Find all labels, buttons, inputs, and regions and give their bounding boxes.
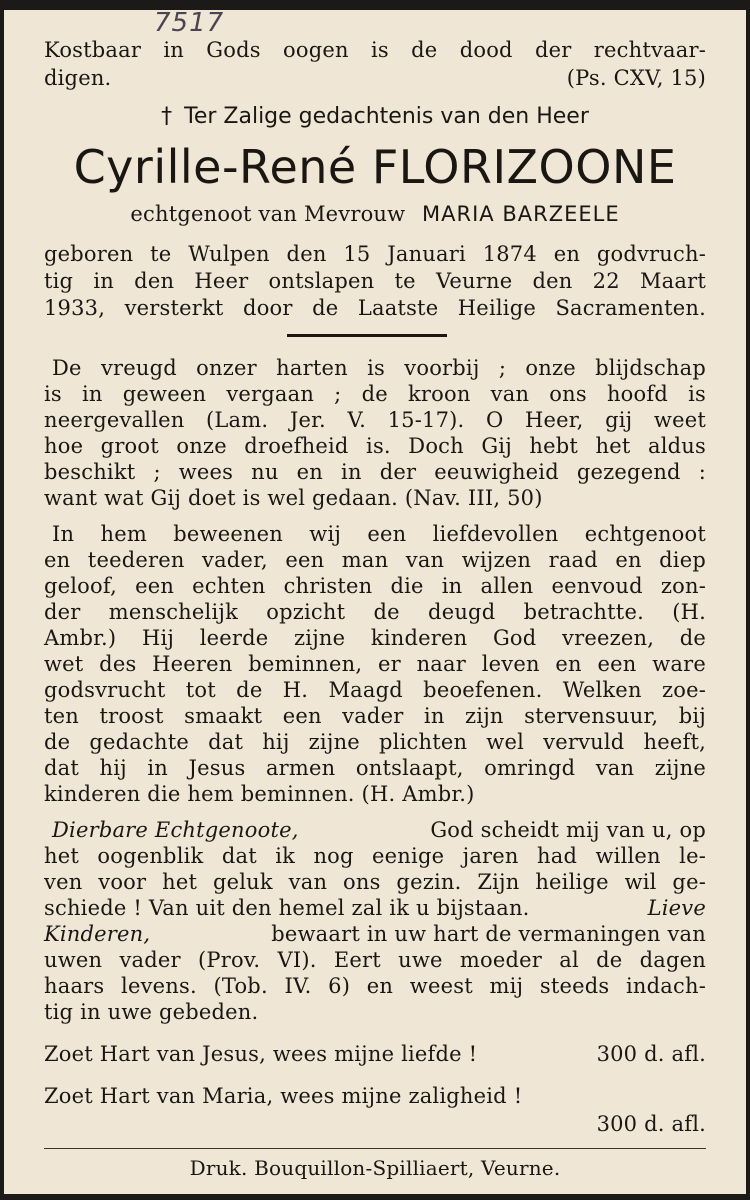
footer-divider xyxy=(44,1148,706,1149)
prayer-2-text: Zoet Hart van Maria, wees mijne zaligheid ! xyxy=(44,1084,523,1108)
epigraph-line-2-text: digen. xyxy=(44,66,112,90)
paragraph3-line-1-rest: God scheidt mij van u, op xyxy=(430,818,706,842)
paragraph2-line: kinderen die hem beminnen. (H. Ambr.) xyxy=(44,782,475,806)
spouse-name: MARIA BARZEELE xyxy=(422,202,620,226)
spouse-line xyxy=(44,202,706,226)
paragraph2-line: dat hij in Jesus armen ontslaapt, omringd van zijne xyxy=(44,756,706,780)
memorial-heading xyxy=(44,104,706,129)
printer-credit: Druk. Bouquillon-Spilliaert, Veurne. xyxy=(189,1156,561,1180)
paragraph3-line-5-rest: bewaart in uw hart de vermaningen van xyxy=(271,922,706,946)
paragraph3-line: tig in uwe gebeden. xyxy=(44,1000,259,1024)
paragraph3-line: haars levens. (Tob. IV. 6) en weest mij steeds indach- xyxy=(44,974,706,998)
paragraph3-line-4-text: schiede ! Van uit den hemel zal ik u bijstaan. xyxy=(44,896,530,920)
paragraph2-line: geloof, een echten christen die in allen eenvoud zon- xyxy=(44,574,706,598)
memorial-line: Ter Zalige gedachtenis van den Heer xyxy=(184,104,589,129)
address-children-2: Kinderen, xyxy=(44,922,151,946)
epigraph-reference: (Ps. CXV, 15) xyxy=(566,66,706,90)
paragraph1-line: hoe groot onze droefheid is. Doch Gij hebt het aldus xyxy=(44,434,706,458)
paragraph2-line: Ambr.) Hij leerde zijne kinderen God vreezen, de xyxy=(44,626,706,650)
memorial-card xyxy=(4,10,746,1194)
paragraph3-line: uwen vader (Prov. VI). Eert uwe moeder al de dagen xyxy=(44,948,706,972)
paragraph2-line: de gedachte dat hij zijne plichten wel vervuld heeft, xyxy=(44,730,706,754)
paragraph3-line: het oogenblik dat ik nog eenige jaren had willen le- xyxy=(44,844,706,868)
biography-line-1: geboren te Wulpen den 15 Januari 1874 en godvruch- xyxy=(44,242,706,266)
cross-icon: † xyxy=(161,104,173,129)
epigraph-line-2 xyxy=(44,66,706,90)
biography-line-2: tig in den Heer ontslapen te Veurne den 22 Maart xyxy=(44,269,706,293)
paragraph1-line: is in geween vergaan ; de kroon van ons hoofd is xyxy=(44,382,706,406)
deceased-name: Cyrille-René FLORIZOONE xyxy=(73,140,677,194)
prayer-1 xyxy=(44,1042,706,1066)
spouse-prefix: echtgenoot van Mevrouw xyxy=(130,202,406,226)
address-children-1: Lieve xyxy=(647,896,706,920)
paragraph2-line: godsvrucht tot de H. Maagd beoefenen. Welken zoe- xyxy=(44,678,706,702)
paragraph2-line: wet des Heeren beminnen, er naar leven en een ware xyxy=(44,652,706,676)
prayer-1-indulgence: 300 d. afl. xyxy=(596,1042,706,1066)
paragraph1-line: De vreugd onzer harten is voorbij ; onze blijdschap xyxy=(52,356,706,380)
prayer-1-text: Zoet Hart van Jesus, wees mijne liefde ! xyxy=(44,1042,478,1066)
prayer-2-indulgence: 300 d. afl. xyxy=(596,1112,706,1136)
biography-line-3: 1933, versterkt door de Laatste Heilige Sacramenten. xyxy=(44,296,706,320)
paragraph2-line: In hem beweenen wij een liefdevollen echtgenoot xyxy=(52,522,706,546)
paragraph3-line: ven voor het geluk van ons gezin. Zijn heilige wil ge- xyxy=(44,870,706,894)
paragraph3-line-4 xyxy=(44,896,706,920)
separator-rule xyxy=(287,334,447,337)
paragraph1-line: want wat Gij doet is wel gedaan. (Nav. III, 50) xyxy=(44,486,543,510)
paragraph3-line-5 xyxy=(44,922,706,946)
paragraph2-line: der menschelijk opzicht de deugd betrachtte. (H. xyxy=(44,600,706,624)
paragraph2-line: ten troost smaakt een vader in zijn stervensuur, bij xyxy=(44,704,706,728)
paragraph3-line-1 xyxy=(52,818,706,842)
paragraph1-line: neergevallen (Lam. Jer. V. 15-17). O Heer, gij weet xyxy=(44,408,706,432)
epigraph-line-1: Kostbaar in Gods oogen is de dood der rechtvaar- xyxy=(44,38,706,62)
handwritten-number: 7517 xyxy=(154,8,225,38)
address-spouse: Dierbare Echtgenoote, xyxy=(52,818,299,842)
paragraph1-line: beschikt ; wees nu en in der eeuwigheid gezegend : xyxy=(44,460,706,484)
paragraph2-line: en teederen vader, een man van wijzen raad en diep xyxy=(44,548,706,572)
